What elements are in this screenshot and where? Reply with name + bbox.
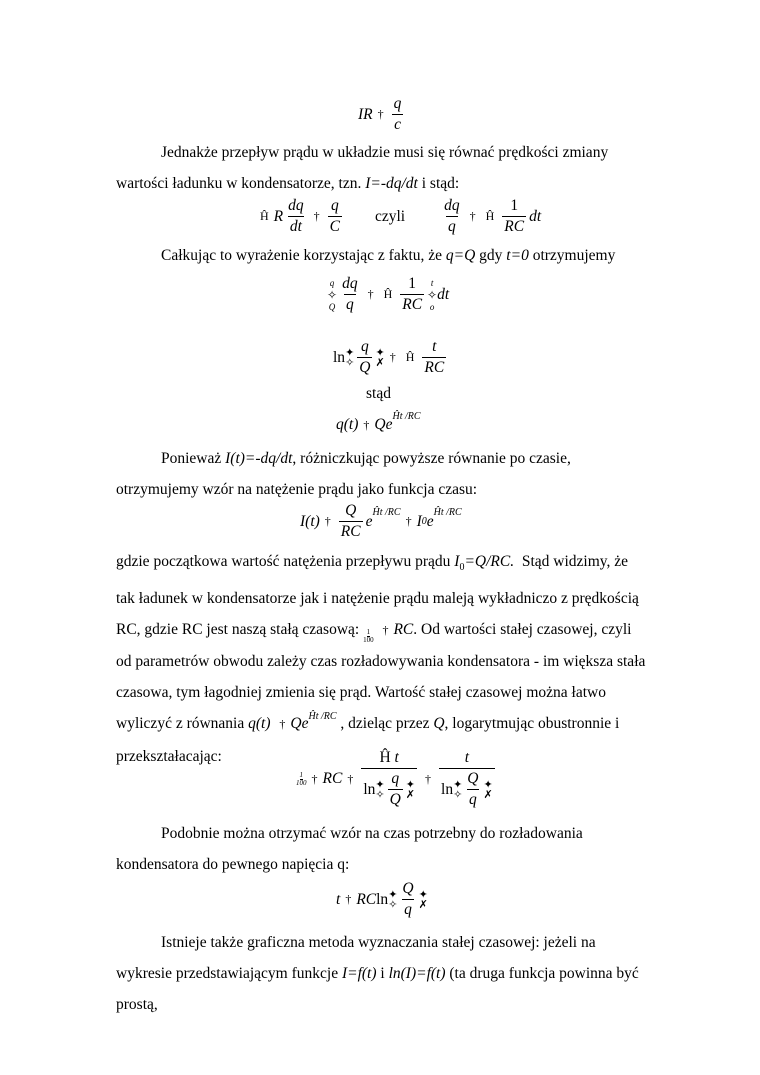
equation-differential: Ĥ R $\frac{dq}{dt}$ † $\frac{q}{C}$ czyli $\frac{dq}{q}$ † Ĥ $\frac{1}{RC}$ dt xyxy=(260,197,542,235)
equation-integral: q ✧ Q $\frac{dq}{q}$ † Ĥ $\frac{1}{RC}$ t ✧ o dt xyxy=(327,275,450,313)
eq1-rel: † xyxy=(377,107,384,121)
paragraph-integration: Całkując to wyrażenie korzystając z faktu, że q=Q gdy t=0 otrzymujemy xyxy=(161,247,616,264)
equation-charge: q(t) † Qe Ĥt /RC xyxy=(336,410,421,433)
equation-log: ln ✦ ✧ $\frac{q}{Q}$ ✦ ✗ † Ĥ $\frac{t}{RC}$ xyxy=(333,338,445,376)
paragraph-current-flow: Jednakże przepływ prądu w układzie musi się równać prędkości zmiany wartości ładunku w kondensatorze, tzn. I=-dq/dt i stąd: xyxy=(116,144,609,192)
eq1-fraction: $\frac{q}{c}$ xyxy=(393,95,402,133)
word-stad: stąd xyxy=(366,385,391,402)
tau-symbol: $\frac{1}{100}$ xyxy=(363,628,374,645)
word-czyli: czyli xyxy=(374,207,406,225)
paragraph-time-constant: gdzie początkowa wartość natężenia przepływu prądu $I_0=Q/RC$. Stąd widzimy, że tak ładunek w kondensatorze jak i natężenie prądu maleją wykładniczo z prędkością RC, gdzie RC jest naszą stałą czasową: $\frac{1}{100}$ † RC. Od wartości stałej czasowej, czyli od parametrów obwodu zależy czas rozładowywania kondensatora - im większa stała czasowa, tym łagodniej zmienia się prąd. Wartość stałej czasowej można łatwo wyliczyć z równania q(t) † $Qe^{Ĥt /RC}$ , dzieląc przez Q, logarytmując obustronnie i przekształacając: xyxy=(116,553,646,766)
eq1-lhs: IR xyxy=(358,105,373,123)
paragraph-differentiation: Ponieważ I(t)=-dq/dt, różniczkując powyższe równanie po czasie, otrzymujemy wzór na natężenie prądu jako funkcja czasu: xyxy=(116,450,571,498)
inline-eq-current: I=-dq/dt xyxy=(365,175,418,192)
equation-ohm xyxy=(358,95,406,134)
equation-discharge-time: t † RC ln ✦ ✧ $\frac{Q}{q}$ ✦ ✗ xyxy=(336,880,428,918)
equation-time-constant: 1 100 † RC † Ĥ t ln ✦ ✧ $\frac{q}{Q}$ ✦ ✗ † t ln ✦ ✧ $\frac{Q}{q}$ ✦ ✗ xyxy=(296,749,493,808)
paragraph-discharge-time: Podobnie można otrzymać wzór na czas potrzebny do rozładowania kondensatora do pewnego napięcia q: xyxy=(116,825,583,873)
equation-current: I(t) † $\frac{Q}{RC}$ e Ĥt /RC † I 0 e Ĥt /RC xyxy=(300,502,462,540)
paragraph-graphical-method: Istnieje także graficzna metoda wyznaczania stałej czasowej: jeżeli na wykresie przedstawiającym funkcje I=f(t) i ln(I)=f(t) (ta druga funkcja powinna być prostą, xyxy=(116,934,639,1013)
